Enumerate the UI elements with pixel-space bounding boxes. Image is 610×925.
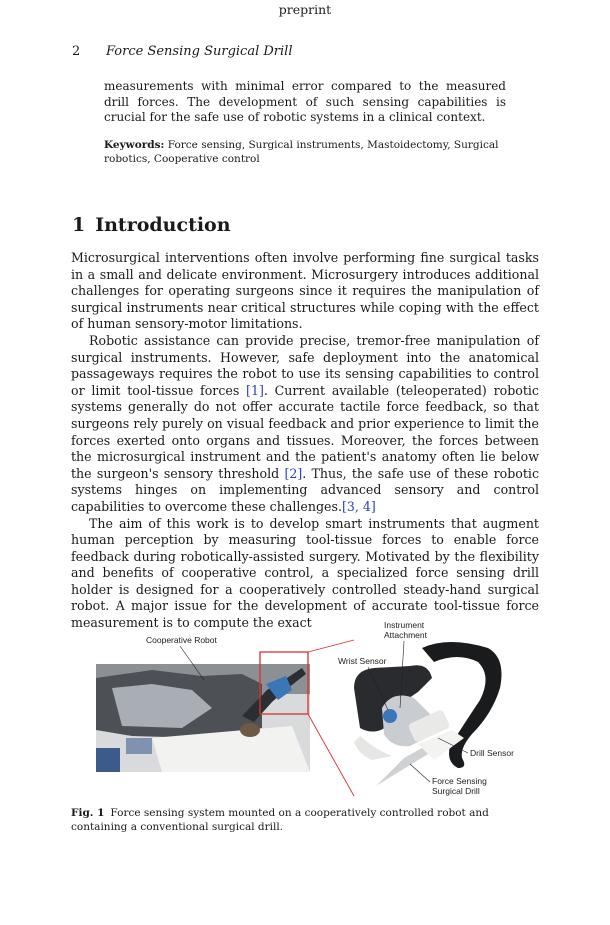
caption-text: Force sensing system mounted on a cooperatively controlled robot and containing a conventional surgical drill. — [71, 807, 489, 833]
robot-photo — [96, 664, 310, 772]
label-wrist-sensor: Wrist Sensor — [338, 656, 387, 666]
label-cooperative-robot: Cooperative Robot — [146, 635, 217, 645]
paragraph-2 — [71, 333, 539, 516]
keywords — [104, 138, 506, 166]
body-text — [71, 250, 539, 632]
paragraph-2-part-1: Robotic assistance can provide precise, tremor-free manipulation of surgical instruments. However, safe deployment into the anatomical passageways requires the robot to use its sensing capabilities to control or limit tool-tissue forces — [71, 332, 539, 398]
keywords-text: Force sensing, Surgical instruments, Mastoidectomy, Surgical robotics, Cooperative control — [104, 139, 499, 165]
paragraph-2-part-3: . Thus, the safe use of these robotic systems hinges on implementing advanced sensory and control capabilities to overcome these challenges. — [71, 465, 539, 514]
abstract-tail — [104, 79, 506, 126]
running-head — [72, 44, 293, 59]
citation-link[interactable]: [3, 4] — [341, 498, 376, 514]
section-number: 1 — [72, 214, 86, 236]
citation-link[interactable]: [1] — [246, 382, 264, 398]
page-header: preprint — [278, 2, 332, 17]
connector-line — [308, 640, 354, 652]
figure-caption — [71, 806, 541, 834]
keywords-label: Keywords: — [104, 139, 165, 151]
connector-line — [308, 714, 354, 796]
section-heading — [72, 214, 231, 236]
label-drill-sensor: Drill Sensor — [470, 748, 514, 758]
section-title: Introduction — [95, 214, 231, 236]
abstract-text: measurements with minimal error compared to the measured drill forces. The development of such sensing capabilities is crucial for the safe use of robotic systems in a clinical context. — [104, 79, 506, 124]
label-instrument-attachment-1: Instrument — [384, 620, 425, 630]
caption-label: Fig. 1 — [71, 807, 105, 819]
figure-1 — [92, 618, 528, 800]
label-force-sensing-2: Surgical Drill — [432, 786, 480, 796]
paragraph-1: Microsurgical interventions often involve performing fine surgical tasks in a small and delicate environment. Microsurgery introduces additional challenges for operating surgeons since it requires the manipulation of surgical instruments near critical structures while coping with the effect of human sensory-motor limitations. — [71, 250, 539, 332]
citation-link[interactable]: [2] — [284, 465, 303, 481]
paragraph-2-part-2: . Current available (teleoperated) robotic systems generally do not offer accurate tactile force feedback, so that surgeons rely purely on visual feedback and prior experience to limit the forces exerted onto organs and tissues. Moreover, the forces between the microsurgical instrument and the patient's anatomy often lie below the surgeon's sensory threshold — [71, 382, 539, 481]
running-title: Force Sensing Surgical Drill — [106, 44, 293, 59]
paragraph-3: The aim of this work is to develop smart instruments that augment human perception by measuring tool-tissue forces to enable force feedback during robotically-assisted surgery. Motivated by the flexibility and benefits of cooperative control, a specialized force sensing drill holder is designed for a cooperatively controlled steady-hand surgical robot. A major issue for the development of accurate tool-tissue force measurement is to compute the exact — [71, 515, 539, 631]
label-force-sensing-1: Force Sensing — [432, 776, 487, 786]
figure-illustration — [92, 618, 528, 800]
page-number: 2 — [72, 44, 81, 59]
label-instrument-attachment-2: Attachment — [384, 630, 427, 640]
